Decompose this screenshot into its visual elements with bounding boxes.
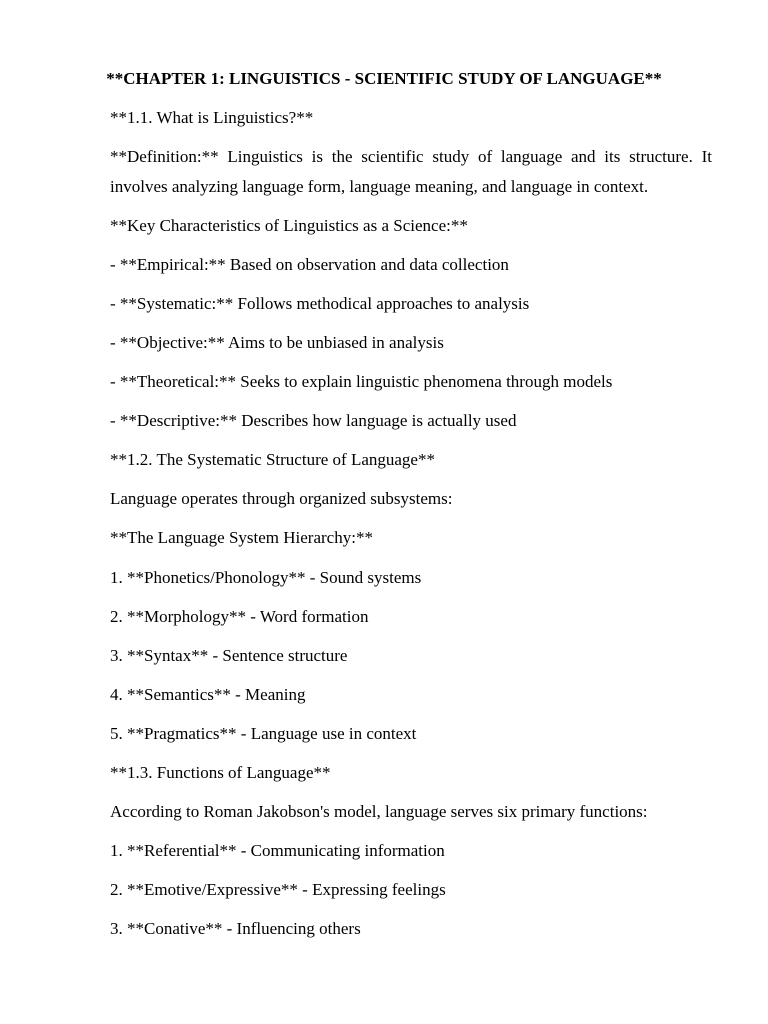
function-item: 3. **Conative** - Influencing others	[110, 919, 361, 938]
definition-paragraph: **Definition:** Linguistics is the scientific study of language and its structure. It involves analyzing language form, language meaning, and language in context.	[110, 147, 712, 196]
hierarchy-heading: **The Language System Hierarchy:**	[110, 528, 373, 547]
characteristic-item: - **Empirical:** Based on observation and data collection	[110, 255, 509, 274]
function-item: 1. **Referential** - Communicating information	[110, 841, 445, 860]
hierarchy-item: 2. **Morphology** - Word formation	[110, 607, 369, 626]
hierarchy-item: 4. **Semantics** - Meaning	[110, 685, 306, 704]
chapter-title: **CHAPTER 1: LINGUISTICS - SCIENTIFIC STUDY OF LANGUAGE**	[106, 69, 662, 88]
characteristic-item: - **Systematic:** Follows methodical approaches to analysis	[110, 294, 530, 313]
functions-intro: According to Roman Jakobson's model, language serves six primary functions:	[110, 802, 648, 821]
characteristic-item: - **Descriptive:** Describes how language is actually used	[110, 411, 517, 430]
hierarchy-item: 1. **Phonetics/Phonology** - Sound systems	[110, 568, 422, 587]
hierarchy-item: 5. **Pragmatics** - Language use in context	[110, 724, 417, 743]
subsystems-intro: Language operates through organized subsystems:	[110, 489, 453, 508]
characteristic-item: - **Objective:** Aims to be unbiased in analysis	[110, 333, 444, 352]
section-heading-1-1: **1.1. What is Linguistics?**	[110, 108, 314, 127]
section-heading-1-2: **1.2. The Systematic Structure of Language**	[110, 450, 435, 469]
characteristic-item: - **Theoretical:** Seeks to explain linguistic phenomena through models	[110, 372, 613, 391]
section-heading-1-3: **1.3. Functions of Language**	[110, 763, 331, 782]
function-item: 2. **Emotive/Expressive** - Expressing feelings	[110, 880, 446, 899]
characteristics-heading: **Key Characteristics of Linguistics as a Science:**	[110, 216, 468, 235]
hierarchy-item: 3. **Syntax** - Sentence structure	[110, 646, 348, 665]
